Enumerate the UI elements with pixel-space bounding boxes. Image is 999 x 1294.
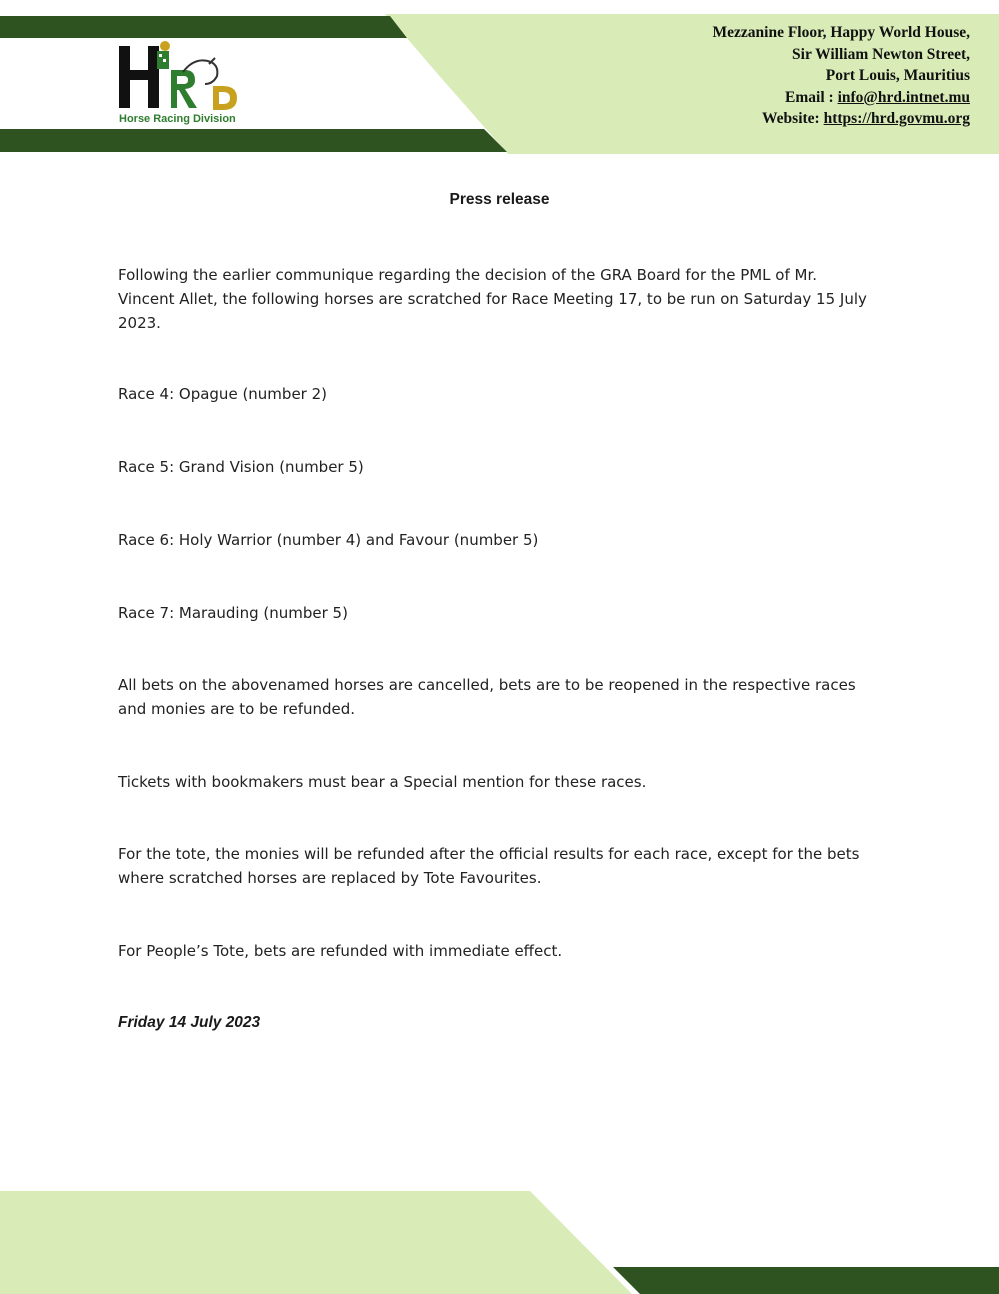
contact-address (713, 22, 970, 130)
paragraph-text: Race 4: Opague (number 2) (118, 385, 327, 403)
race-4-line (118, 382, 878, 406)
header-white-wedge (0, 38, 484, 129)
website-link[interactable]: https://hrd.govmu.org (823, 110, 970, 127)
paragraph-text: Following the earlier communique regarding the decision of the GRA Board for the PML of Mr. Vincent Allet, the following horses are scratched for Race Meeting 17, to be run on Saturday 15 July 2023. (118, 266, 867, 332)
address-line-1: Mezzanine Floor, Happy World House, (712, 24, 970, 41)
paragraph-text: Race 7: Marauding (number 5) (118, 604, 348, 622)
website-line (713, 108, 970, 130)
release-date: Friday 14 July 2023 (118, 1014, 261, 1031)
bets-cancelled-paragraph (118, 673, 878, 721)
footer-banner (0, 1185, 999, 1294)
address-line-2: Sir William Newton Street, (792, 45, 970, 63)
header-dark-green-bar-bottom (0, 129, 507, 152)
address-line-3: Port Louis, Mauritius (825, 67, 970, 84)
race-7-line (118, 601, 878, 625)
email-link[interactable]: info@hrd.intnet.mu (837, 88, 970, 106)
email-label: Email : (785, 88, 838, 106)
email-line (713, 87, 970, 109)
paragraph-text: For People’s Tote, bets are refunded with immediate effect. (118, 942, 563, 960)
footer-dark-green-bar (613, 1267, 999, 1294)
logo-caption: Horse Racing Division (119, 113, 236, 125)
peoples-tote-paragraph (118, 939, 878, 963)
paragraph-text: For the tote, the monies will be refunded after the official results for each race, except for the bets where scratched horses are replaced by Tote Favourites. (118, 845, 860, 887)
paragraph-text: Race 6: Holy Warrior (number 4) and Favour (number 5) (118, 531, 539, 549)
race-5-line (118, 455, 878, 479)
page-title: Press release (449, 191, 550, 208)
footer-light-green-band (0, 1191, 632, 1294)
header-dark-green-bar-top (0, 16, 407, 38)
tote-paragraph (118, 842, 878, 890)
hrd-logo (113, 40, 241, 128)
paragraph-text: Race 5: Grand Vision (number 5) (118, 458, 364, 476)
race-6-line (118, 528, 878, 552)
horse-logo-icon (113, 40, 241, 112)
website-label: Website: (762, 110, 824, 127)
paragraph-text: Tickets with bookmakers must bear a Special mention for these races. (118, 773, 647, 791)
intro-paragraph (118, 263, 878, 335)
paragraph-text: All bets on the abovenamed horses are cancelled, bets are to be reopened in the respective races and monies are to be refunded. (118, 676, 856, 718)
bookmakers-paragraph (118, 770, 878, 794)
